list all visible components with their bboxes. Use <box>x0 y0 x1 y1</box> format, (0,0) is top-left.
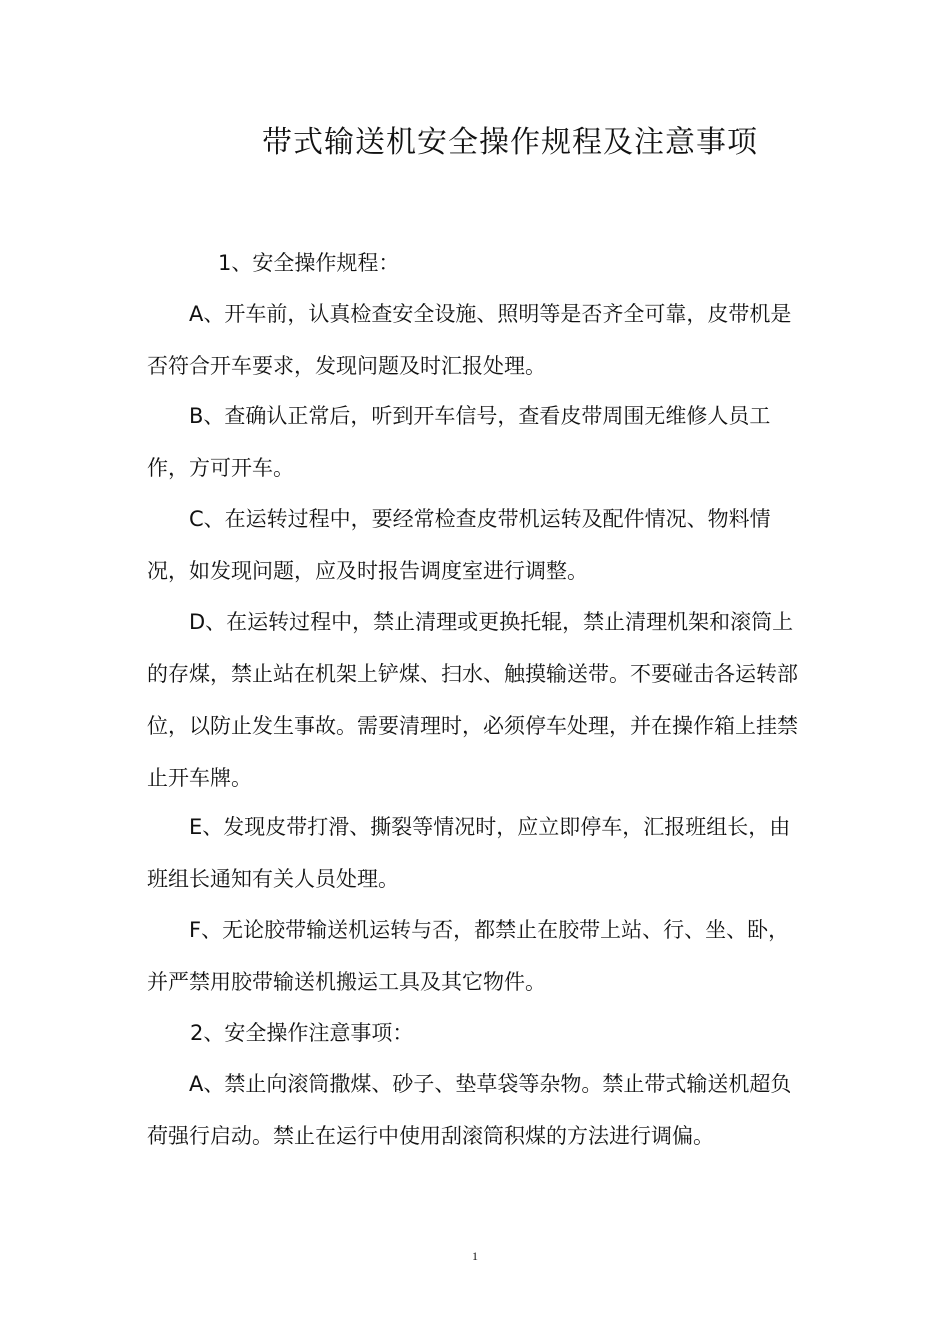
paragraph-a-procedure: A、开车前，认真检查安全设施、照明等是否齐全可靠，皮带机是否符合开车要求，发现问题及时汇报处理。 <box>147 302 792 378</box>
paragraph-b-procedure: B、查确认正常后，听到开车信号，查看皮带周围无维修人员工作，方可开车。 <box>147 404 771 480</box>
paragraph-f-procedure: F、无论胶带输送机运转与否，都禁止在胶带上站、行、坐、卧，并严禁用胶带输送机搬运工具及其它物件。 <box>147 918 790 994</box>
document-title: 带式输送机安全操作规程及注意事项 <box>262 125 758 160</box>
paragraph-d-procedure: D、在运转过程中，禁止清理或更换托辊，禁止清理机架和滚筒上的存煤，禁止站在机架上铲煤、扫水、触摸输送带。不要碰击各运转部位，以防止发生事故。需要清理时，必须停车处理，并在操作箱上挂禁止开车牌。 <box>147 610 798 790</box>
page-number: 1 <box>472 1249 478 1263</box>
paragraph-a-notes: A、禁止向滚筒撒煤、砂子、垫草袋等杂物。禁止带式输送机超负荷强行启动。禁止在运行中使用刮滚筒积煤的方法进行调偏。 <box>147 1072 792 1148</box>
section-heading-safety-notes: 2、安全操作注意事项： <box>190 1021 414 1045</box>
section-heading-safety-procedures: 1、安全操作规程： <box>218 251 400 275</box>
paragraph-e-procedure: E、发现皮带打滑、撕裂等情况时，应立即停车，汇报班组长，由班组长通知有关人员处理。 <box>147 815 791 891</box>
paragraph-c-procedure: C、在运转过程中，要经常检查皮带机运转及配件情况、物料情况，如发现问题，应及时报告调度室进行调整。 <box>147 507 771 583</box>
